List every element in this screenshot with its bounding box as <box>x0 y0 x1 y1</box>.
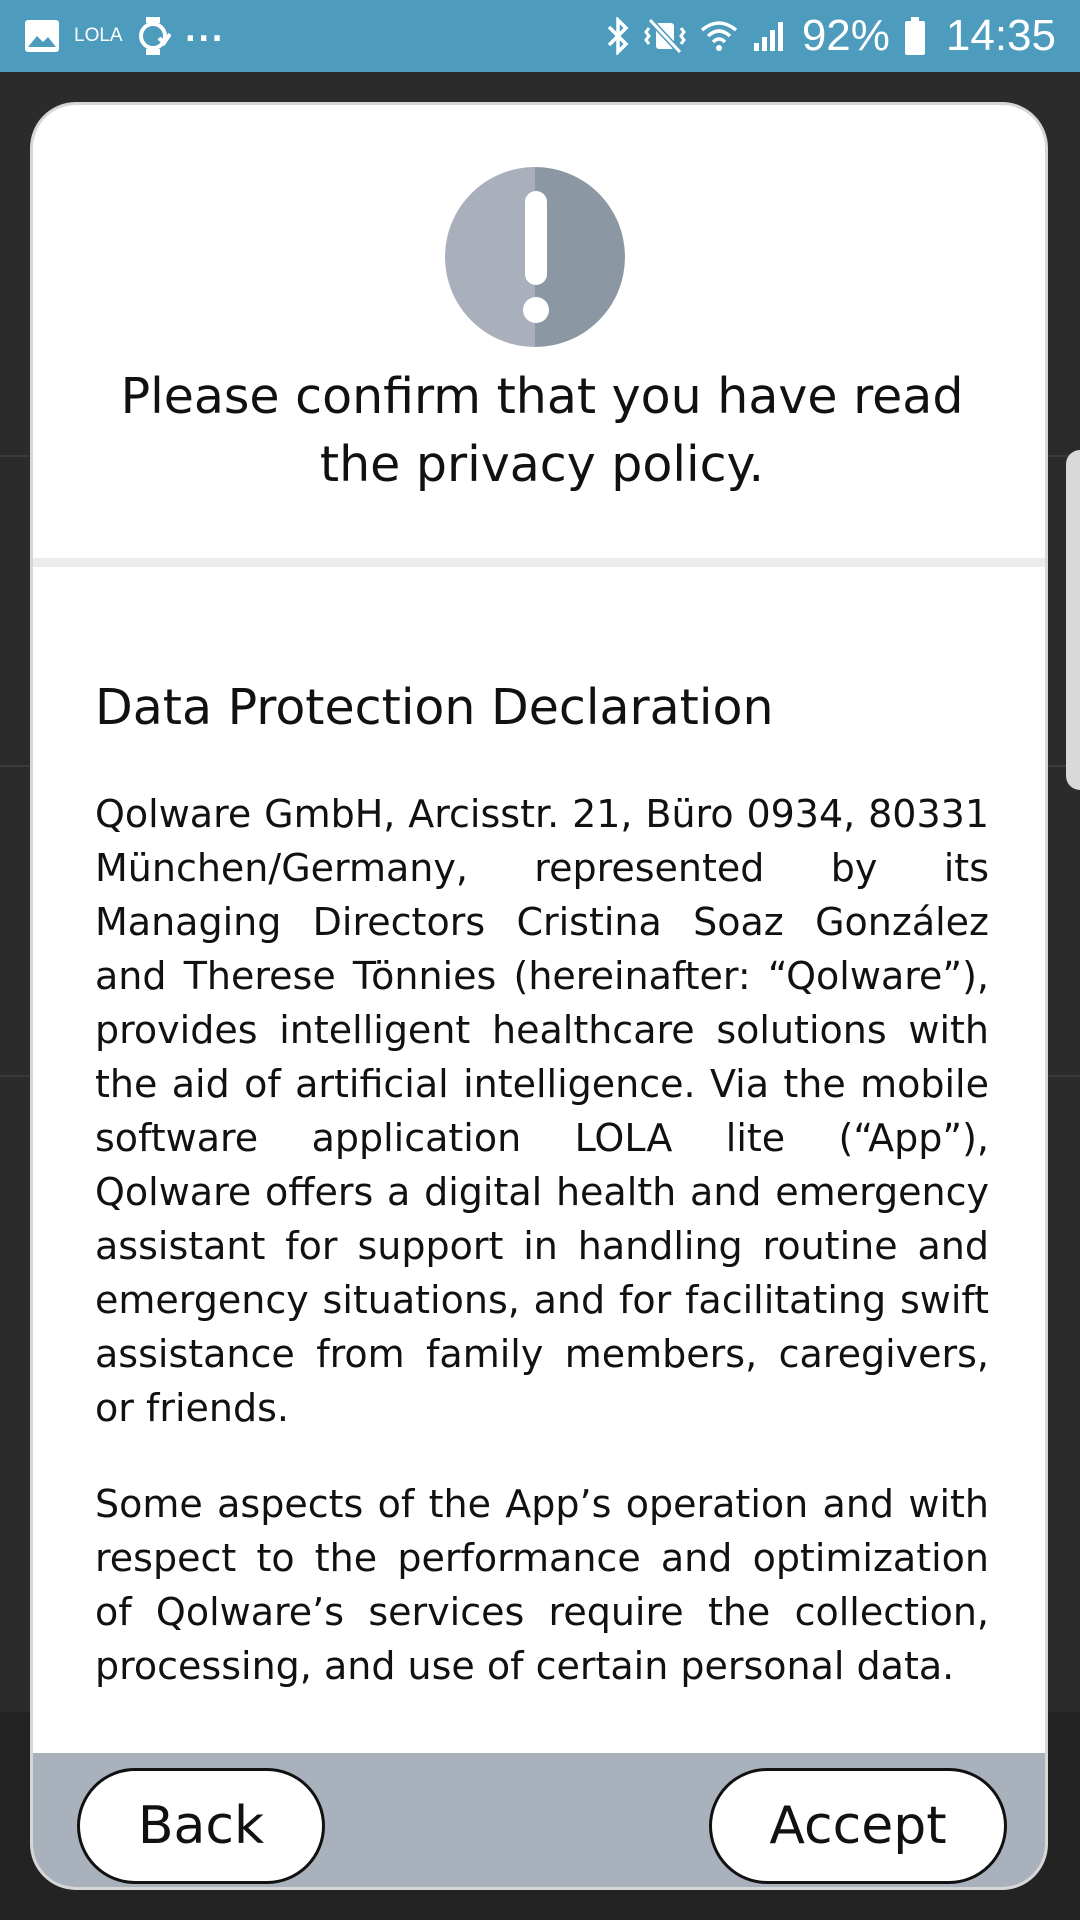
accept-button[interactable]: Accept <box>709 1768 1007 1884</box>
status-bar-right <box>606 11 1056 61</box>
gallery-icon <box>24 19 60 53</box>
clock: 14:35 <box>945 11 1056 60</box>
policy-paragraph: Qolware GmbH, Arcisstr. 21, Büro 0934, 80331 München/Germany, represented by its Managing Directors Cristina Soaz González and Therese Tönnies (hereinafter: “Qolware”), provides intelligent healthcare solutions with the aid of artificial intelligence. Via the mobile software application LOLA lite (“App”), Qolware offers a digital health and emergency assistant for support in handling routine and emergency situations, and for facilitating swift assistance from family members, caregivers, or friends. <box>95 792 989 1430</box>
vibrate-mute-icon <box>644 18 686 54</box>
more-notifications-indicator: ... <box>184 13 225 49</box>
policy-scroll-area[interactable] <box>33 567 1048 1793</box>
status-app-label: LOLA <box>74 25 123 46</box>
dialog-title: Please confirm that you have read the privacy policy. <box>120 368 964 493</box>
back-button[interactable]: Back <box>77 1768 325 1884</box>
wifi-icon <box>700 18 738 54</box>
battery-percent: 92% <box>801 11 890 60</box>
dialog-button-bar <box>33 1753 1048 1887</box>
watch-sync-icon <box>137 16 171 56</box>
status-bar <box>0 0 1080 72</box>
bluetooth-icon <box>606 17 630 55</box>
battery-icon <box>904 16 926 56</box>
policy-paragraph: Some aspects of the App’s operation and with respect to the performance and optimization of Qolware’s services require the collection, processing, and use of certain personal data. <box>95 1482 989 1688</box>
policy-heading: Data Protection Declaration <box>95 679 774 736</box>
title-separator <box>33 558 1048 567</box>
signal-icon <box>752 19 788 53</box>
status-bar-left <box>24 13 225 56</box>
background-scroll-handle <box>1066 450 1080 790</box>
alert-exclamation-icon <box>445 167 625 347</box>
privacy-policy-dialog <box>30 102 1048 1890</box>
